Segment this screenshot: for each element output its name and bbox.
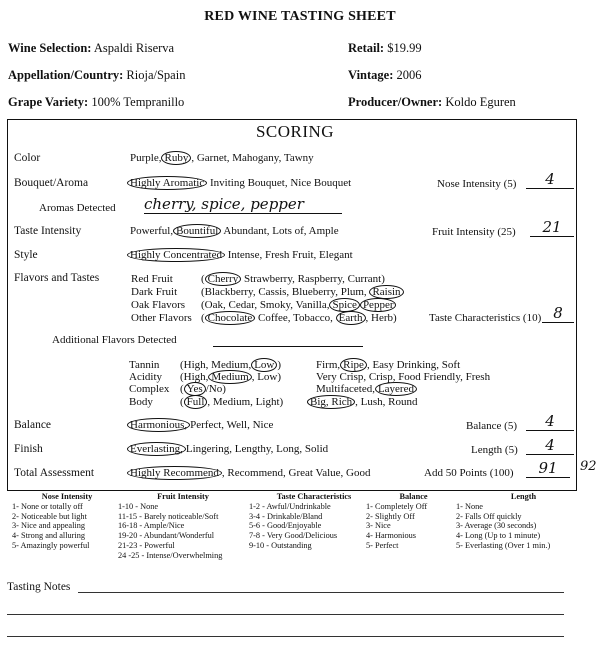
taste-characteristics-score: 8 [542, 304, 574, 323]
taste-selected: Bountiful [173, 224, 221, 238]
complex-selected: Yes [184, 382, 206, 396]
grape-variety-value: 100% Tempranillo [91, 95, 185, 109]
body-options: ( Full , Medium, Light) [180, 396, 284, 408]
oak-flavors-options: (Oak, Cedar, Smoky, Vanilla, Spice Pepper [201, 299, 396, 311]
big-selected: Big, Rich [307, 395, 355, 409]
aromas-value: cherry, spice, pepper [144, 195, 342, 214]
other-selected-earth: Earth [336, 311, 366, 325]
retail-value: $19.99 [387, 41, 422, 55]
tasting-notes-line-1 [78, 592, 564, 593]
wine-selection-value: Aspaldi Riserva [93, 41, 175, 55]
tasting-notes-label: Tasting Notes [7, 581, 71, 593]
tasting-notes-line-3 [7, 636, 564, 637]
additional-flavors-line [213, 340, 363, 347]
other-flavors-label: Other Flavors [131, 312, 192, 324]
tasting-notes-line-2 [7, 614, 564, 615]
vintage: Vintage: 2006 [348, 68, 422, 82]
scoring-title: SCORING [255, 122, 335, 141]
balance-label: Balance [14, 419, 52, 431]
style-selected: Highly Concentrated [127, 248, 225, 262]
firm-selected: Ripe [340, 358, 367, 372]
aromas-label: Aromas Detected [39, 202, 116, 214]
oak-flavors-label: Oak Flavors [131, 299, 186, 311]
dark-fruit-options: (Blackberry, Cassis, Blueberry, Plum, Raisin [201, 286, 404, 298]
margin-score-note: 92 [580, 459, 597, 474]
color-options: Purple, Ruby , Garnet, Mahogany, Tawny [130, 152, 314, 164]
complex-label: Complex [129, 383, 170, 395]
dark-fruit-label: Dark Fruit [131, 286, 178, 298]
balance-selected: Harmonious, [127, 418, 190, 432]
legend-length: Length 1- None 2- Falls Off quickly 3- Average (30 seconds) 4- Long (Up to 1 minute) 5- Everlasting (Over 1 min.) [456, 492, 551, 550]
additional-flavors-label: Additional Flavors Detected [52, 334, 177, 346]
body-selected: Full [184, 395, 208, 409]
length-score: 4 [526, 436, 574, 455]
red-fruit-label: Red Fruit [131, 273, 173, 285]
fruit-intensity-score: 21 [530, 218, 574, 237]
wine-selection: Wine Selection: Aspaldi Riserva [8, 41, 175, 55]
big-options: Big, Rich , Lush, Round [307, 396, 418, 408]
legend-taste-characteristics: Taste Characteristics 1-2 - Awful/Undrinkable 3-4 - Drinkable/Bland 5-6 - Good/Enjoyable 7-8 - Very Good/Delicious 9-10 - Outstanding [249, 492, 352, 550]
bouquet-selected: Highly Aromatic [127, 176, 207, 190]
style-label: Style [14, 249, 38, 261]
nose-intensity-label: Nose Intensity (5) [437, 178, 517, 190]
red-fruit-selected: Cherry [205, 272, 242, 286]
bouquet-label: Bouquet/Aroma [14, 177, 89, 189]
color-selected: Ruby [161, 151, 191, 165]
bouquet-options: Highly Aromatic Inviting Bouquet, Nice Bouquet [127, 177, 351, 189]
total-score: 91 [526, 459, 570, 478]
dark-fruit-selected: Raisin [369, 285, 403, 299]
body-label: Body [129, 396, 153, 408]
oak-selected-spice: Spice [329, 298, 359, 312]
taste-intensity-label: Taste Intensity [14, 225, 82, 237]
firm-options: Firm, Ripe , Easy Drinking, Soft [316, 359, 461, 371]
taste-options: Powerful, Bountiful Abundant, Lots of, Ample [130, 225, 339, 237]
flavors-label: Flavors and Tastes [14, 272, 100, 284]
multifaceted-options: Multifaceted, Layered [316, 383, 417, 395]
other-selected-chocolate: Chocolate [205, 311, 256, 325]
balance-score: 4 [526, 412, 574, 431]
total-options: Highly Recommend , Recommend, Great Value, Good [127, 467, 370, 479]
oak-selected-pepper: Pepper [360, 298, 397, 312]
style-options: Highly Concentrated Intense, Fresh Fruit, Elegant [127, 249, 353, 261]
balance-options: Harmonious, Perfect, Well, Nice [127, 419, 273, 431]
appellation: Appellation/Country: Rioja/Spain [8, 68, 186, 82]
complex-options: ( Yes /No) [180, 383, 226, 395]
finish-options: Everlasting, Lingering, Lengthy, Long, Solid [127, 443, 328, 455]
crisp-options: Very Crisp, Crisp, Food Friendly, Fresh [316, 371, 491, 383]
legend-fruit-intensity: Fruit Intensity 1-10 - None 11-15 - Barely noticeable/Soft 16-18 - Ample/Nice 19-20 - Abundant/Wonderful 21-23 - Powerful 24 -25 - Intense/Overwhelming [118, 492, 223, 560]
grape-variety: Grape Variety: 100% Tempranillo [8, 95, 185, 109]
tannin-selected: Low [251, 358, 277, 372]
retail: Retail: $19.99 [348, 41, 422, 55]
acidity-options: (High, Medium , Low) [180, 371, 282, 383]
finish-label: Finish [14, 443, 43, 455]
fruit-intensity-label: Fruit Intensity (25) [432, 226, 516, 238]
acidity-selected: Medium [208, 370, 251, 384]
tannin-options: (High, Medium, Low ) [180, 359, 282, 371]
legend-balance: Balance 1- Completely Off 2- Slightly Off 3- Nice 4- Harmonious 5- Perfect [366, 492, 428, 550]
balance-score-label: Balance (5) [466, 420, 517, 432]
total-assessment-label: Total Assessment [14, 467, 95, 479]
acidity-label: Acidity [129, 371, 162, 383]
other-flavors-options: ( Chocolate Coffee, Tobacco, Earth , Herb) [201, 312, 397, 324]
total-selected: Highly Recommend [127, 466, 222, 480]
vintage-value: 2006 [396, 68, 422, 82]
tannin-label: Tannin [129, 359, 160, 371]
finish-selected: Everlasting, [127, 442, 186, 456]
red-fruit-options: ( Cherry Strawberry, Raspberry, Currant) [201, 273, 385, 285]
legend-nose-intensity: Nose Intensity 1- None or totally off 2- Noticeable but light 3- Nice and appealing 4- Strong and alluring 5- Amazingly powerful [12, 492, 93, 550]
nose-intensity-score: 4 [526, 170, 574, 189]
producer: Producer/Owner: Koldo Eguren [348, 95, 516, 109]
sheet-title: RED WINE TASTING SHEET [204, 9, 396, 24]
taste-characteristics-label: Taste Characteristics (10) [429, 312, 542, 324]
appellation-value: Rioja/Spain [126, 68, 186, 82]
color-label: Color [14, 152, 41, 164]
length-score-label: Length (5) [471, 444, 518, 456]
producer-value: Koldo Eguren [445, 95, 516, 109]
multifaceted-selected: Layered [375, 382, 417, 396]
total-score-label: Add 50 Points (100) [424, 467, 514, 479]
